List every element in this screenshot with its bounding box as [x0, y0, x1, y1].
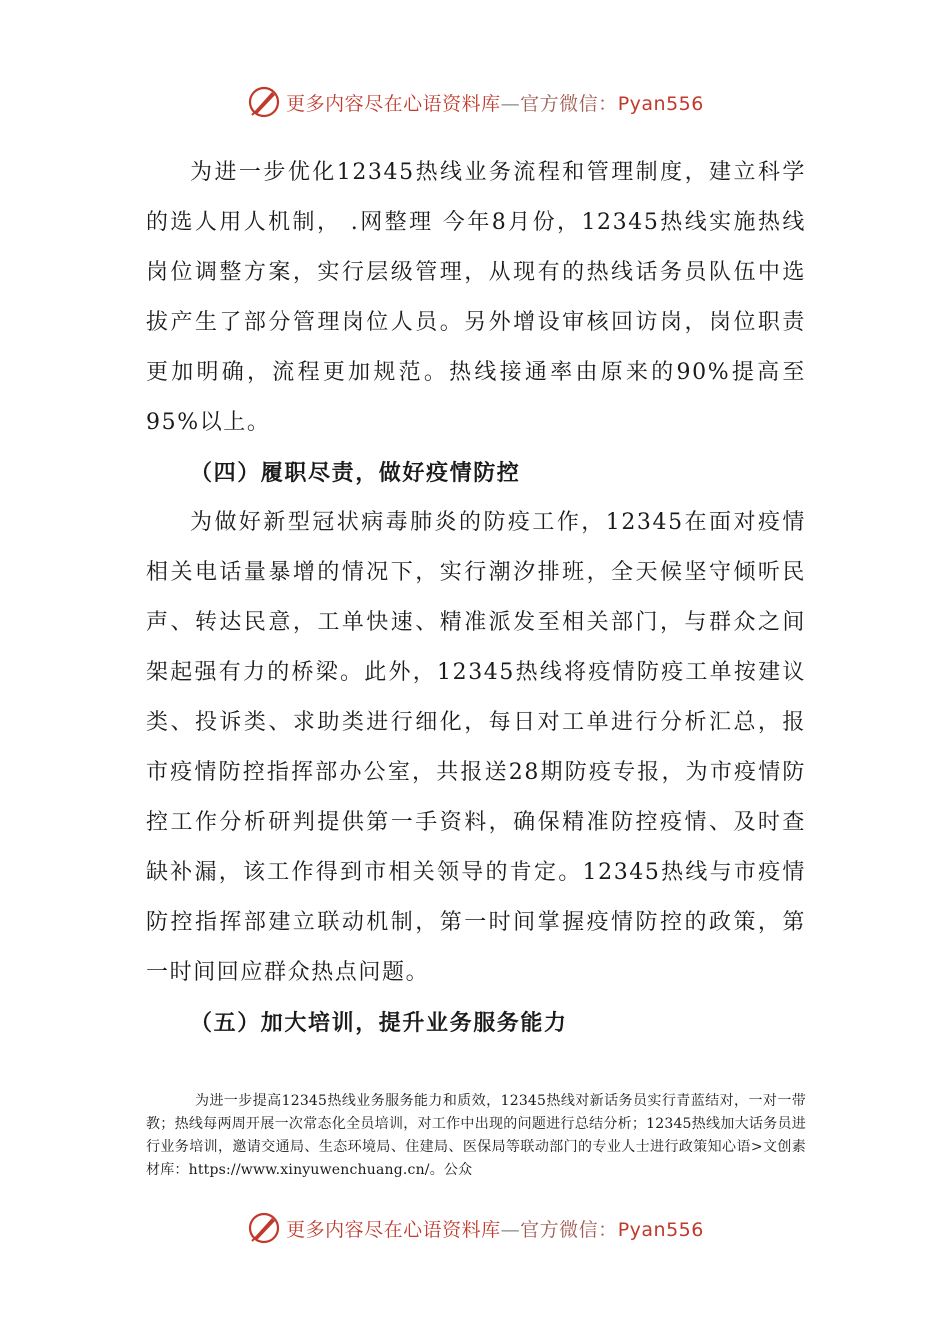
footer-banner [0, 1206, 950, 1250]
paragraph-training: 为进一步提高12345热线业务服务能力和质效，12345热线对新话务员实行青蓝结对，一对一带教；热线每两周开展一次常态化全员培训，对工作中出现的问题进行总结分析；12345热线加大话务员进行业务培训，邀请交通局、生态环境局、住建局、医保局等联动部门的专业人士进行政策知心语>文创素材库：https://www.xinyuwenchuang.cn/。公众 [146, 1093, 806, 1178]
section-heading-5: （五）加大培训，提升业务服务能力 [190, 1010, 568, 1036]
section-heading-4: （四）履职尽责，做好疫情防控 [190, 460, 521, 486]
paragraph-epidemic-control: 为做好新型冠状病毒肺炎的防疫工作，12345在面对疫情相关电话量暴增的情况下，实行潮汐排班，全天候坚守倾听民声、转达民意，工单快速、精准派发至相关部门，与群众之间架起强有力的桥梁。此外，12345热线将疫情防疫工单按建议类、投诉类、求助类进行细化，每日对工单进行分析汇总，报市疫情防控指挥部办公室，共报送28期防疫专报，为市疫情防控工作分析研判提供第一手资料，确保精准防控疫情、及时查缺补漏，该工作得到市相关领导的肯定。12345热线与市疫情防控指挥部建立联动机制，第一时间掌握疫情防控的政策，第一时间回应群众热点问题。 [146, 510, 806, 985]
quill-pen-logo-icon [246, 84, 282, 120]
quill-pen-logo-icon [246, 1210, 282, 1246]
paragraph-hotline-optimization: 为进一步优化12345热线业务流程和管理制度，建立科学的选人用人机制， .网整理 今年8月份，12345热线实施热线岗位调整方案，实行层级管理，从现有的热线话务员队伍中选拔产生了部分管理岗位人员。另外增设审核回访岗，岗位职责更加明确，流程更加规范。热线接通率由原来的90%提高至95%以上。 [146, 160, 806, 435]
document-body [146, 148, 806, 1048]
banner-text: 更多内容尽在心语资料库—官方微信：Pyan556 [286, 92, 704, 115]
banner-text: 更多内容尽在心语资料库—官方微信：Pyan556 [286, 1218, 704, 1241]
header-banner [0, 80, 950, 124]
